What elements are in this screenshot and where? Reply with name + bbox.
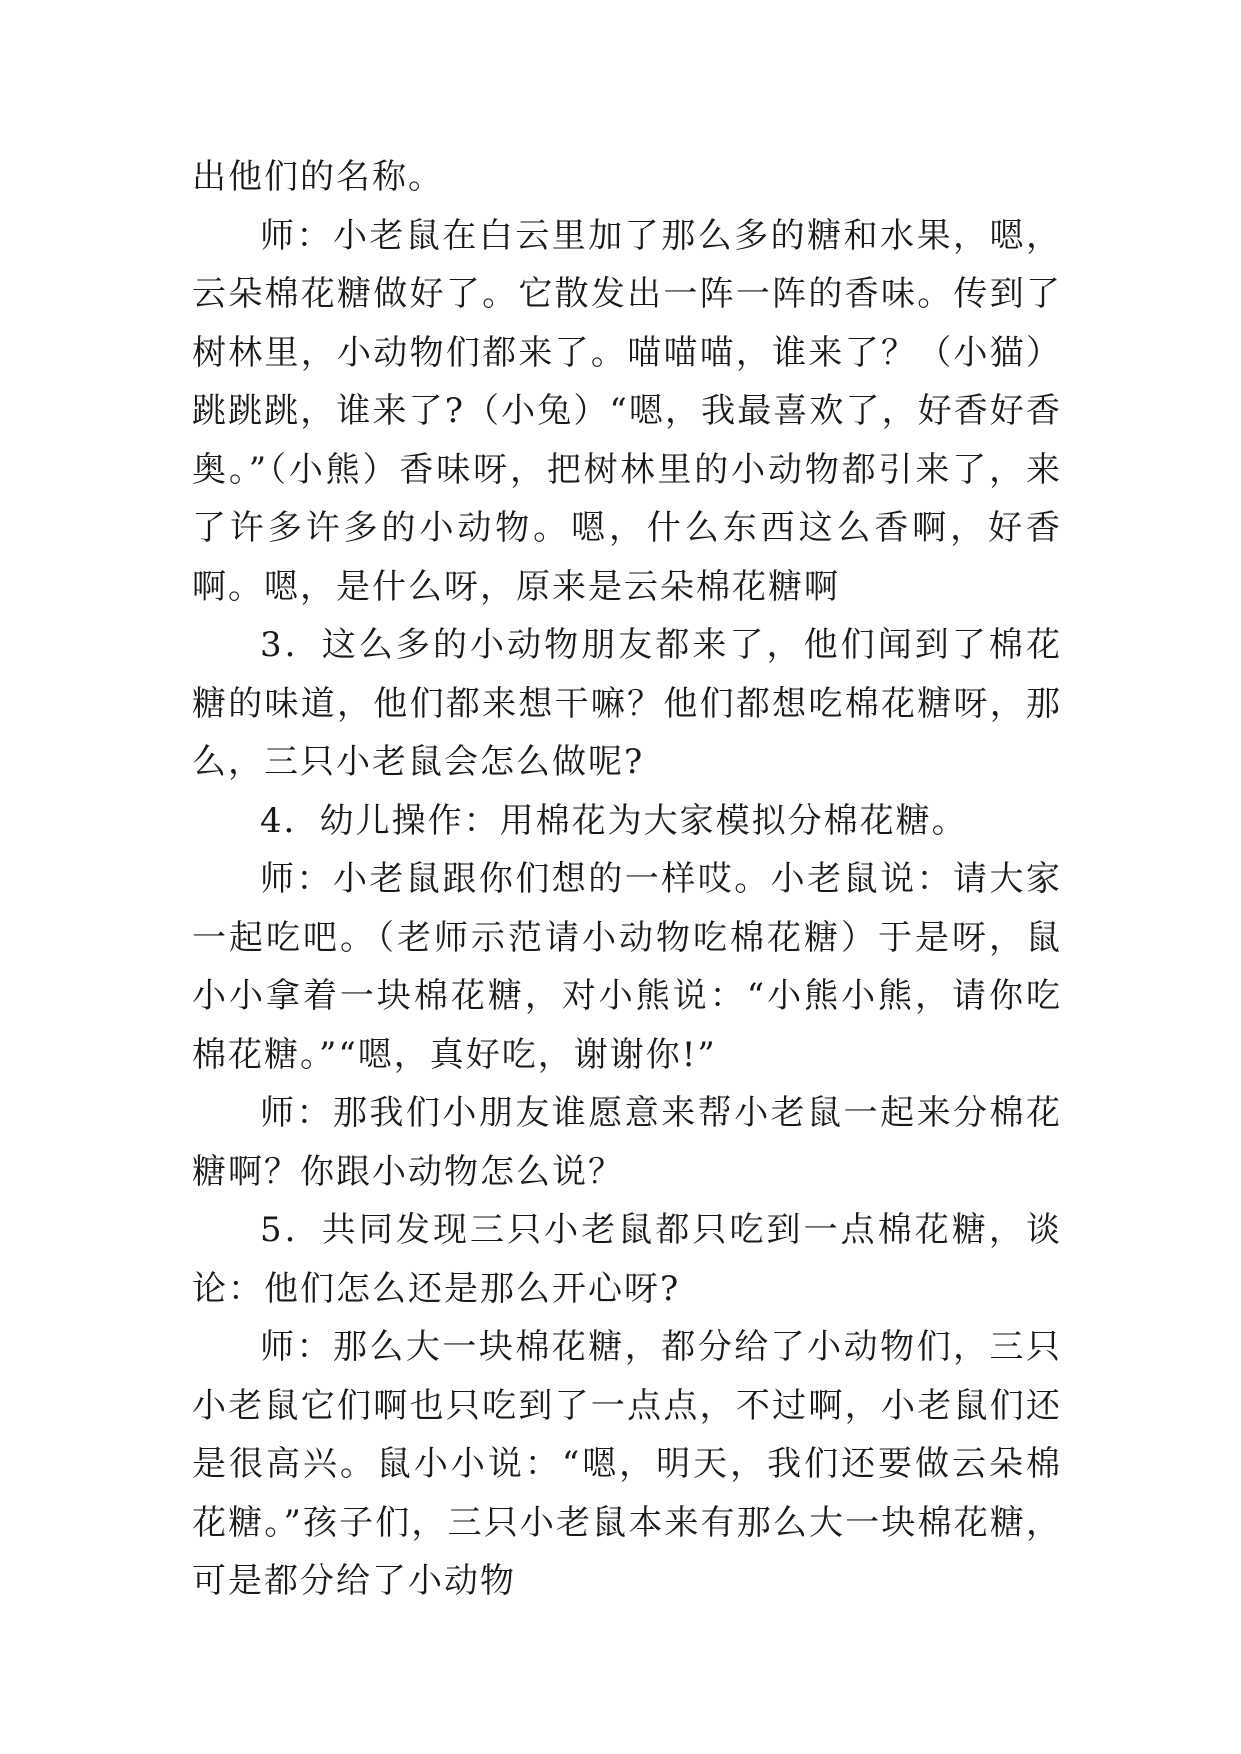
paragraph-7: 5．共同发现三只小老鼠都只吃到一点棉花糖，谈论：他们怎么还是那么开心呀? [192,1210,1062,1309]
paragraph-5: 师：小老鼠跟你们想的一样哎。小老鼠说：请大家一起吃吧。（老师示范请小动物吃棉花糖）于是呀，鼠小小拿着一块棉花糖，对小熊说：“小熊小熊，请你吃棉花糖。”“嗯，真好吃，谢谢你!” [192,859,1062,1075]
paragraph-8: 师：那么大一块棉花糖，都分给了小动物们，三只小老鼠它们啊也只吃到了一点点，不过啊，小老鼠们还是很高兴。鼠小小说：“嗯，明天，我们还要做云朵棉花糖。”孩子们，三只小老鼠本来有那么大一块棉花糖，可是都分给了小动物 [192,1327,1062,1601]
document-page [192,148,1062,1611]
paragraph-2: 师：小老鼠在白云里加了那么多的糖和水果，嗯，云朵棉花糖做好了。它散发出一阵一阵的香味。传到了树林里，小动物们都来了。喵喵喵，谁来了？（小猫）跳跳跳，谁来了?（小兔）“嗯，我最喜欢了，好香好香奥。”（小熊）香味呀，把树林里的小动物都引来了，来了许多许多的小动物。嗯，什么东西这么香啊，好香啊。嗯，是什么呀，原来是云朵棉花糖啊 [192,215,1062,607]
paragraph-1: 出他们的名称。 [192,157,444,197]
paragraph-3: 3．这么多的小动物朋友都来了，他们闻到了棉花糖的味道，他们都来想干嘛？他们都想吃棉花糖呀，那么，三只小老鼠会怎么做呢? [192,625,1062,782]
paragraph-6: 师：那我们小朋友谁愿意来帮小老鼠一起来分棉花糖啊？你跟小动物怎么说？ [192,1093,1062,1192]
paragraph-4: 4．幼儿操作：用棉花为大家模拟分棉花糖。 [260,800,968,841]
